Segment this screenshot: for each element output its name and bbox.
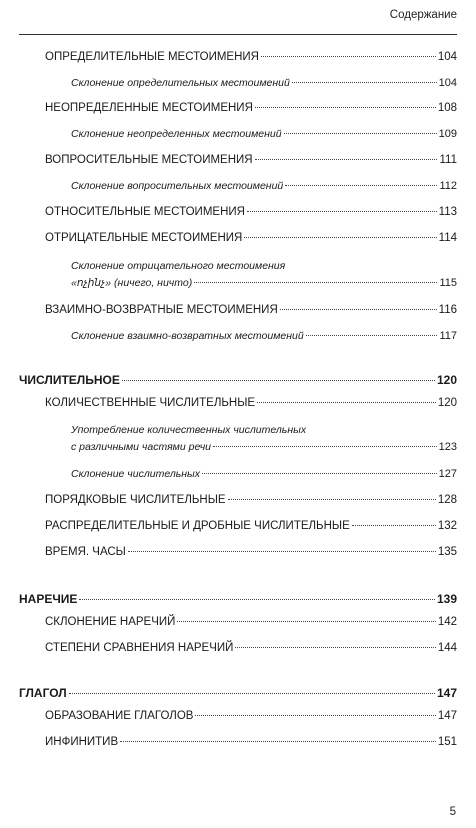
dot-leader <box>352 525 436 526</box>
toc-entry-title: с различными частями речи <box>71 441 212 453</box>
dot-leader <box>122 380 435 381</box>
toc-entry-page: 144 <box>437 642 457 654</box>
toc-entry-reciprocal-declension[interactable] <box>71 329 457 343</box>
toc-entry-title: ОТРИЦАТЕЛЬНЫЕ МЕСТОИМЕНИЯ <box>45 232 243 244</box>
toc-entry-page: 142 <box>437 616 457 628</box>
toc-entry-title: ЧИСЛИТЕЛЬНОЕ <box>19 373 120 387</box>
dot-leader <box>280 309 437 310</box>
dot-leader <box>195 715 435 716</box>
running-header: Содержание <box>389 9 457 21</box>
toc-entry-page: 151 <box>437 736 457 748</box>
dot-leader <box>244 237 436 238</box>
toc-entry-ordinal-numerals[interactable] <box>45 493 457 507</box>
toc-entry-title: ОТНОСИТЕЛЬНЫЕ МЕСТОИМЕНИЯ <box>45 206 245 218</box>
toc-entry-interrogative-pronouns[interactable] <box>45 153 457 167</box>
dot-leader <box>202 473 437 474</box>
dot-leader <box>120 741 436 742</box>
toc-entry-title: СКЛОНЕНИЕ НАРЕЧИЙ <box>45 616 176 628</box>
toc-entry-page: 120 <box>436 373 457 387</box>
toc-entry-title: Склонение неопределенных местоимений <box>71 128 282 140</box>
toc-entry-title: Склонение вопросительных местоимений <box>71 180 284 192</box>
toc-entry-page: 111 <box>439 154 457 166</box>
dot-leader <box>247 211 437 212</box>
dot-leader <box>257 402 436 403</box>
toc-entry-page: 127 <box>438 468 457 480</box>
toc-entry-title: ОБРАЗОВАНИЕ ГЛАГОЛОВ <box>45 710 194 722</box>
toc-entry-title: КОЛИЧЕСТВЕННЫЕ ЧИСЛИТЕЛЬНЫЕ <box>45 397 256 409</box>
dot-leader <box>228 499 436 500</box>
toc-entry-page: 147 <box>436 686 457 700</box>
toc-entry-title: Склонение определительных местоимений <box>71 77 290 89</box>
toc-entry-title: «ոչինչ» (ничего, ничто) <box>71 277 193 289</box>
toc-entry-adverb-declension[interactable] <box>45 615 457 629</box>
toc-entry-page: 116 <box>438 304 457 316</box>
dot-leader <box>235 647 435 648</box>
toc-entry-title-line1: Склонение отрицательного местоимения <box>71 260 286 272</box>
dot-leader <box>255 107 436 108</box>
toc-entry-title: НЕОПРЕДЕЛЕННЫЕ МЕСТОИМЕНИЯ <box>45 102 253 114</box>
toc-entry-page: 117 <box>439 330 457 342</box>
toc-entry-definitive-declension[interactable] <box>71 76 457 90</box>
toc-entry-relative-pronouns[interactable] <box>45 205 457 219</box>
dot-leader <box>292 82 437 83</box>
dot-leader <box>194 282 437 283</box>
toc-entry-numeral-declension[interactable] <box>71 467 457 481</box>
dot-leader <box>306 335 437 336</box>
toc-entry-title: Склонение числительных <box>71 468 201 480</box>
dot-leader <box>284 133 437 134</box>
dot-leader <box>177 621 435 622</box>
toc-entry-negative-pronouns[interactable] <box>45 231 457 245</box>
toc-entry-page: 108 <box>437 102 457 114</box>
dot-leader <box>213 446 437 447</box>
toc-entry-cardinal-numerals[interactable] <box>45 396 457 410</box>
toc-entry-page: 135 <box>437 546 457 558</box>
toc-entry-definitive-pronouns[interactable] <box>45 50 457 64</box>
toc-entry-title: ВРЕМЯ. ЧАСЫ <box>45 546 126 558</box>
toc-entry-page: 115 <box>439 277 457 289</box>
toc-entry-interrogative-declension[interactable] <box>71 179 457 193</box>
toc-section-numeral[interactable] <box>19 373 457 387</box>
toc-entry-page: 112 <box>439 180 457 192</box>
dot-leader <box>79 599 435 600</box>
toc-entry-title: ПОРЯДКОВЫЕ ЧИСЛИТЕЛЬНЫЕ <box>45 494 226 506</box>
page-number: 5 <box>449 806 456 818</box>
toc-entry-page: 109 <box>438 128 457 140</box>
toc-section-adverb[interactable] <box>19 592 457 606</box>
toc-entry-page: 120 <box>437 397 457 409</box>
toc-entry-page: 123 <box>438 441 457 453</box>
toc-entry-title: РАСПРЕДЕЛИТЕЛЬНЫЕ И ДРОБНЫЕ ЧИСЛИТЕЛЬНЫЕ <box>45 520 350 532</box>
dot-leader <box>69 693 435 694</box>
toc-entry-page: 132 <box>437 520 457 532</box>
toc-entry-reciprocal-pronouns[interactable] <box>45 303 457 317</box>
toc-entry-adverb-comparison[interactable] <box>45 641 457 655</box>
toc-entry-page: 128 <box>437 494 457 506</box>
toc-entry-title: НАРЕЧИЕ <box>19 592 78 606</box>
toc-entry-negative-declension[interactable] <box>71 276 457 290</box>
toc-entry-title: ИНФИНИТИВ <box>45 736 119 748</box>
toc-entry-page: 147 <box>437 710 457 722</box>
toc-entry-title: Склонение взаимно-возвратных местоимений <box>71 330 304 342</box>
toc-entry-verb-formation[interactable] <box>45 709 457 723</box>
toc-entry-title-line1: Употребление количественных числительных <box>71 424 307 436</box>
toc-entry-title: ВОПРОСИТЕЛЬНЫЕ МЕСТОИМЕНИЯ <box>45 154 253 166</box>
toc-entry-infinitive[interactable] <box>45 735 457 749</box>
toc-entry-page: 114 <box>438 232 457 244</box>
toc-entry-title: ГЛАГОЛ <box>19 686 67 700</box>
toc-entry-time-clock[interactable] <box>45 545 457 559</box>
toc-entry-title: ВЗАИМНО-ВОЗВРАТНЫЕ МЕСТОИМЕНИЯ <box>45 304 278 316</box>
toc-entry-title: СТЕПЕНИ СРАВНЕНИЯ НАРЕЧИЙ <box>45 642 234 654</box>
dot-leader <box>261 56 436 57</box>
toc-entry-page: 104 <box>438 77 457 89</box>
toc-entry-indefinite-declension[interactable] <box>71 127 457 141</box>
toc-entry-title: ОПРЕДЕЛИТЕЛЬНЫЕ МЕСТОИМЕНИЯ <box>45 51 259 63</box>
toc-entry-page: 113 <box>438 206 457 218</box>
toc-entry-distributive-fractional[interactable] <box>45 519 457 533</box>
toc-entry-cardinal-usage[interactable] <box>71 440 457 454</box>
toc-entry-indefinite-pronouns[interactable] <box>45 101 457 115</box>
toc-entry-page: 139 <box>436 592 457 606</box>
dot-leader <box>128 551 436 552</box>
dot-leader <box>255 159 437 160</box>
toc-section-verb[interactable] <box>19 686 457 700</box>
dot-leader <box>285 185 437 186</box>
toc-entry-page: 104 <box>437 51 457 63</box>
